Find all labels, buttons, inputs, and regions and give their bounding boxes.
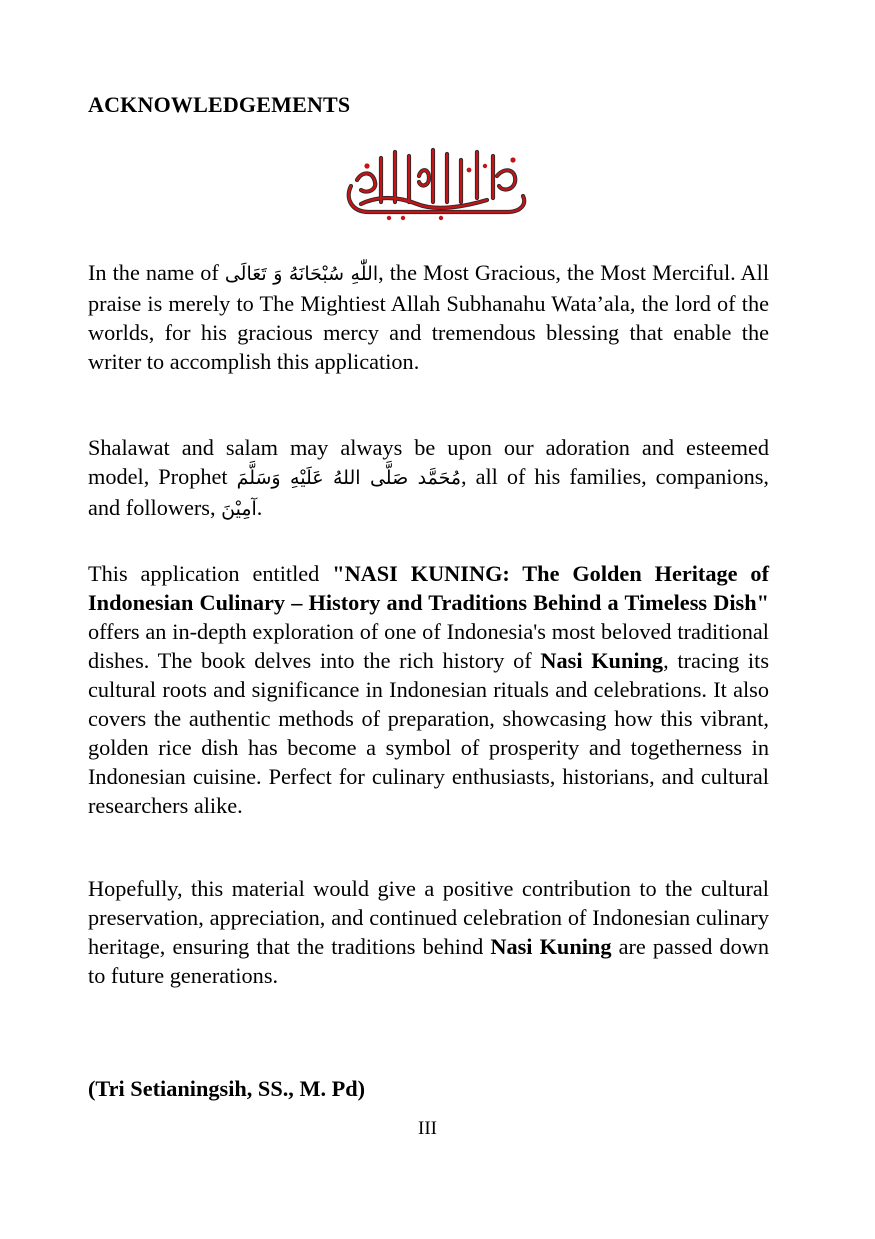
p4-text-b: are passed down to future generations.	[88, 934, 769, 988]
author-signature: (Tri Setianingsih, SS., M. Pd)	[88, 1076, 366, 1101]
p2-text-b: , all of his families, companions, and followers,	[88, 464, 769, 520]
paragraph-hope	[88, 874, 769, 990]
paragraph-description	[88, 559, 769, 820]
p3-text-b: offers an in-depth exploration of one of Indonesia's most beloved traditional dishes. The book delves into the rich history of	[88, 619, 769, 673]
paragraph-shalawat	[88, 433, 769, 524]
p2-text-c: .	[256, 495, 263, 520]
p1-arabic-allah: اللّٰهِ سُبْحَانَهُ وَ تَعَالَى	[224, 263, 379, 285]
p2-text-a: Shalawat and salam may always be upon our adoration and esteemed model, Prophet	[88, 435, 769, 489]
basmala-calligraphy-icon	[337, 146, 533, 224]
page-number: III	[418, 1118, 437, 1139]
p4-text-a: Hopefully, this material would give a positive contribution to the cultural preservation, appreciation, and continued celebration of Indonesian culinary heritage, ensuring that the traditions behind	[88, 876, 769, 959]
p1-text-b: , the Most Gracious, the Most Merciful. All praise is merely to The Mightiest Allah Subhanahu Wata’ala, the lord of the worlds, for his gracious mercy and tremendous blessing that enable the writer to accomplish this application.	[88, 260, 770, 374]
paragraph-invocation	[88, 258, 769, 376]
p2-arabic-amin: آمِيْنَ	[221, 498, 257, 520]
p1-text-a: In the name of	[88, 260, 225, 285]
term-nasi-kuning: Nasi Kuning	[540, 648, 664, 673]
page-heading: ACKNOWLEDGEMENTS	[88, 92, 351, 117]
p3-text-a: This application entitled	[88, 561, 333, 586]
term-nasi-kuning-2: Nasi Kuning	[490, 934, 612, 959]
p2-arabic-prophet: مُحَمَّد صَلَّى اللهُ عَلَيْهِ وَسَلَّمَ	[236, 467, 462, 489]
book-title: "NASI KUNING: The Golden Heritage of Indonesian Culinary – History and Traditions Behind a Timeless Dish"	[88, 561, 769, 615]
p3-text-c: , tracing its cultural roots and significance in Indonesian rituals and celebrations. It also covers the authentic methods of preparation, showcasing how this vibrant, golden rice dish has become a symbol of prosperity and togetherness in Indonesian cuisine. Perfect for culinary enthusiasts, historians, and cultural researchers alike.	[88, 648, 770, 818]
